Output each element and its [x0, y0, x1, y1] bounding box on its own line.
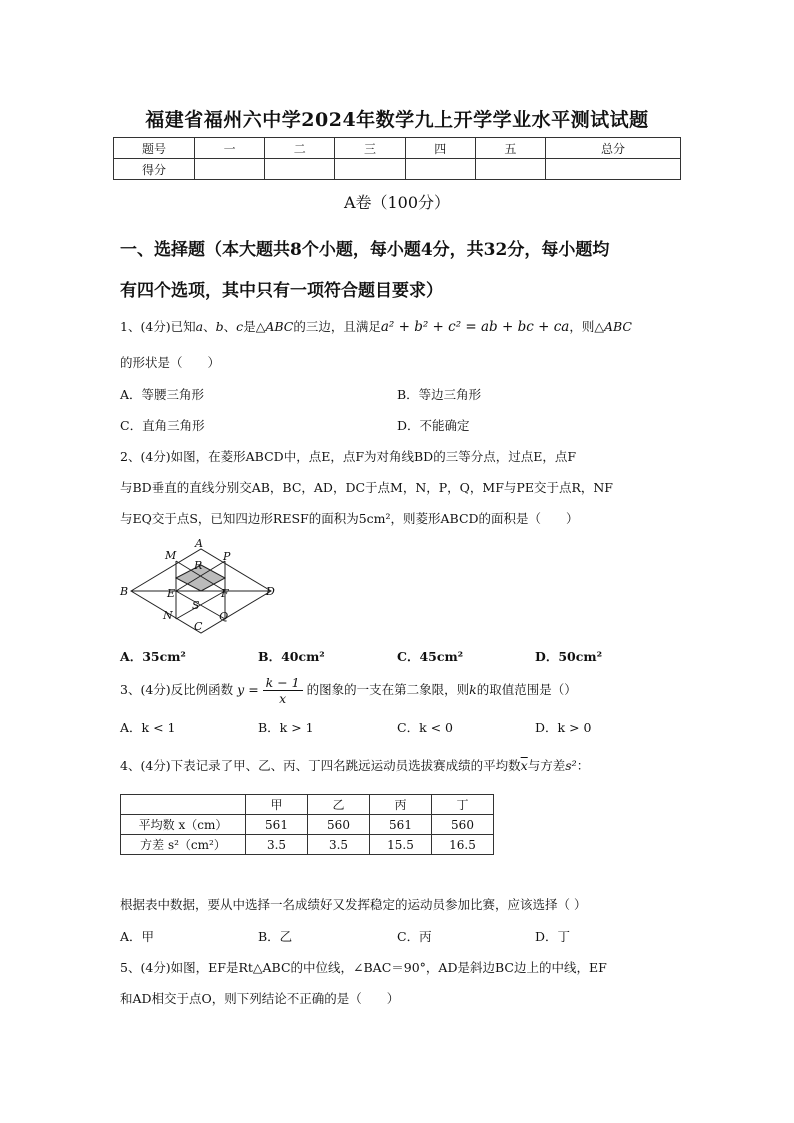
- q1-equation: a² + b² + c² = ab + bc + ca: [380, 319, 570, 335]
- q4-and: 与方差: [527, 758, 566, 773]
- q1-triangle2: △ABC: [594, 319, 632, 334]
- section1-line2: 有四个选项，其中只有一项符合题目要求）: [120, 281, 443, 301]
- score-cell: [546, 159, 681, 180]
- q4-cell: 560: [308, 815, 370, 835]
- label-r: R: [194, 559, 203, 572]
- q4-option-a[interactable]: A．甲: [120, 929, 155, 944]
- q4-cell: 3.5: [308, 835, 370, 855]
- q1-sep2: 、: [223, 319, 237, 334]
- q4-text: 4、(4分)下表记录了甲、乙、丙、丁四名跳远运动员选拔赛成绩的平均数: [120, 758, 521, 773]
- q1-option-c[interactable]: C．直角三角形: [120, 418, 205, 433]
- section-a-heading: A卷（100分）: [343, 193, 451, 212]
- q2-line2: 与BD垂直的直线分别交AB，BC，AD，DC于点M，N，P，Q，MF与PE交于点R，NF: [120, 480, 613, 495]
- q3-fraction: [263, 675, 303, 706]
- q2-option-b[interactable]: B．40cm²: [258, 649, 325, 664]
- q1-triangle: △ABC: [255, 319, 294, 334]
- q1-prefix: 1、(4分)已知: [120, 319, 196, 334]
- q4-header-cell: 甲: [246, 795, 308, 815]
- q1-option-b[interactable]: B．等边三角形: [397, 387, 482, 402]
- q3-mid: 的图象的一支在第二象限，则: [306, 682, 470, 697]
- page-title: 福建省福州六中学2024年数学九上开学学业水平测试试题: [145, 109, 649, 131]
- q4-row-label: 平均数 x（cm）: [121, 815, 246, 835]
- label-d: D: [266, 585, 275, 598]
- q1-line1: [120, 317, 680, 337]
- label-s: S: [192, 599, 200, 612]
- q2-option-d[interactable]: D．50cm²: [535, 649, 603, 664]
- label-m: M: [165, 549, 177, 562]
- q4-cell: 561: [370, 815, 432, 835]
- score-cell: [475, 159, 545, 180]
- q4-header-cell: 乙: [308, 795, 370, 815]
- q1-var-b: b: [215, 319, 224, 334]
- score-header-cell: 三: [335, 138, 405, 159]
- q4-cell: 16.5: [432, 835, 494, 855]
- score-cell: [335, 159, 405, 180]
- q3-tail: 的取值范围是（）: [476, 682, 577, 697]
- q1-var-c: c: [236, 319, 244, 334]
- score-table: [113, 137, 681, 180]
- label-c: C: [194, 620, 203, 633]
- q4-data-table: [120, 794, 494, 855]
- section1-heading: [120, 230, 690, 312]
- q4-table-header: [121, 795, 494, 815]
- q1-sep1: 、: [203, 319, 216, 334]
- label-a: A: [195, 537, 203, 550]
- q5-line1: 5、(4分)如图，EF是Rt△ABC的中位线，∠BAC＝90°，AD是斜边BC边上的中线，EF: [120, 960, 607, 975]
- score-header-cell: 一: [195, 138, 265, 159]
- q4-cell: 3.5: [246, 835, 308, 855]
- q4-option-c[interactable]: C．丙: [397, 929, 432, 944]
- q3-prefix: 3、(4分)反比例函数: [120, 682, 234, 697]
- score-table-header-row: [114, 138, 681, 159]
- label-p: P: [223, 550, 231, 563]
- label-e: E: [167, 587, 176, 600]
- q5-line2: 和AD相交于点O，则下列结论不正确的是（ ）: [120, 991, 400, 1006]
- q4-line1: [120, 756, 680, 776]
- q3-option-b[interactable]: B．k > 1: [258, 720, 314, 735]
- q2-line3: 与EQ交于点S，已知四边形RESF的面积为5cm²，则菱形ABCD的面积是（ ）: [120, 511, 579, 526]
- q3-denominator: x: [279, 691, 287, 706]
- label-n: N: [163, 609, 173, 622]
- q4-header-cell: 丙: [370, 795, 432, 815]
- label-q: Q: [219, 610, 229, 623]
- q4-header-cell: 丁: [432, 795, 494, 815]
- q3-option-a[interactable]: A．k < 1: [120, 720, 176, 735]
- score-header-cell: 二: [265, 138, 335, 159]
- score-cell: [195, 159, 265, 180]
- score-cell: [265, 159, 335, 180]
- q4-question: 根据表中数据，要从中选择一名成绩好又发挥稳定的运动员参加比赛，应该选择（ ）: [120, 897, 587, 912]
- score-header-cell: 五: [475, 138, 545, 159]
- score-table-row: [114, 159, 681, 180]
- q1-mid2: 的三边，且满足: [293, 319, 381, 334]
- label-f: F: [221, 587, 229, 600]
- section1-line1: 一、选择题（本大题共8个小题，每小题4分，共32分，每小题均: [120, 240, 610, 260]
- q1-option-d[interactable]: D．不能确定: [397, 418, 470, 433]
- q3-option-d[interactable]: D．k > 0: [535, 720, 592, 735]
- q1-option-a[interactable]: A．等腰三角形: [120, 387, 205, 402]
- score-header-cell: 四: [405, 138, 475, 159]
- q4-colon: ：: [576, 758, 590, 773]
- q4-cell: 560: [432, 815, 494, 835]
- q3-option-c[interactable]: C．k < 0: [397, 720, 454, 735]
- score-header-cell: 总分: [546, 138, 681, 159]
- table-row: [121, 815, 494, 835]
- q3-line: [120, 672, 680, 708]
- score-cell: [405, 159, 475, 180]
- q4-row-label: 方差 s²（cm²）: [121, 835, 246, 855]
- q2-option-c[interactable]: C．45cm²: [397, 649, 464, 664]
- label-b: B: [120, 585, 129, 598]
- q4-option-d[interactable]: D．丁: [535, 929, 571, 944]
- q2-line1: 2、(4分)如图，在菱形ABCD中，点E，点F为对角线BD的三等分点，过点E，点F: [120, 449, 576, 464]
- q1-mid: 是: [243, 319, 256, 334]
- rhombus-figure: [115, 537, 290, 637]
- q4-header-cell: [121, 795, 246, 815]
- q3-numerator: k − 1: [263, 675, 303, 691]
- score-header-cell: 题号: [114, 138, 195, 159]
- q2-option-a[interactable]: A．35cm²: [120, 649, 186, 664]
- score-row-label: 得分: [114, 159, 195, 180]
- table-row: [121, 835, 494, 855]
- q4-s2: s²: [565, 758, 577, 773]
- q1-var-a: a: [195, 319, 204, 334]
- q3-k: k: [469, 682, 477, 697]
- q1-tail: ，则: [569, 319, 595, 334]
- q4-xbar: $\overline{x}$: [520, 758, 528, 773]
- q1-line2: 的形状是（ ）: [120, 355, 221, 370]
- q4-cell: 561: [246, 815, 308, 835]
- q4-cell: 15.5: [370, 835, 432, 855]
- q3-y: y =: [237, 682, 259, 697]
- q4-option-b[interactable]: B．乙: [258, 929, 293, 944]
